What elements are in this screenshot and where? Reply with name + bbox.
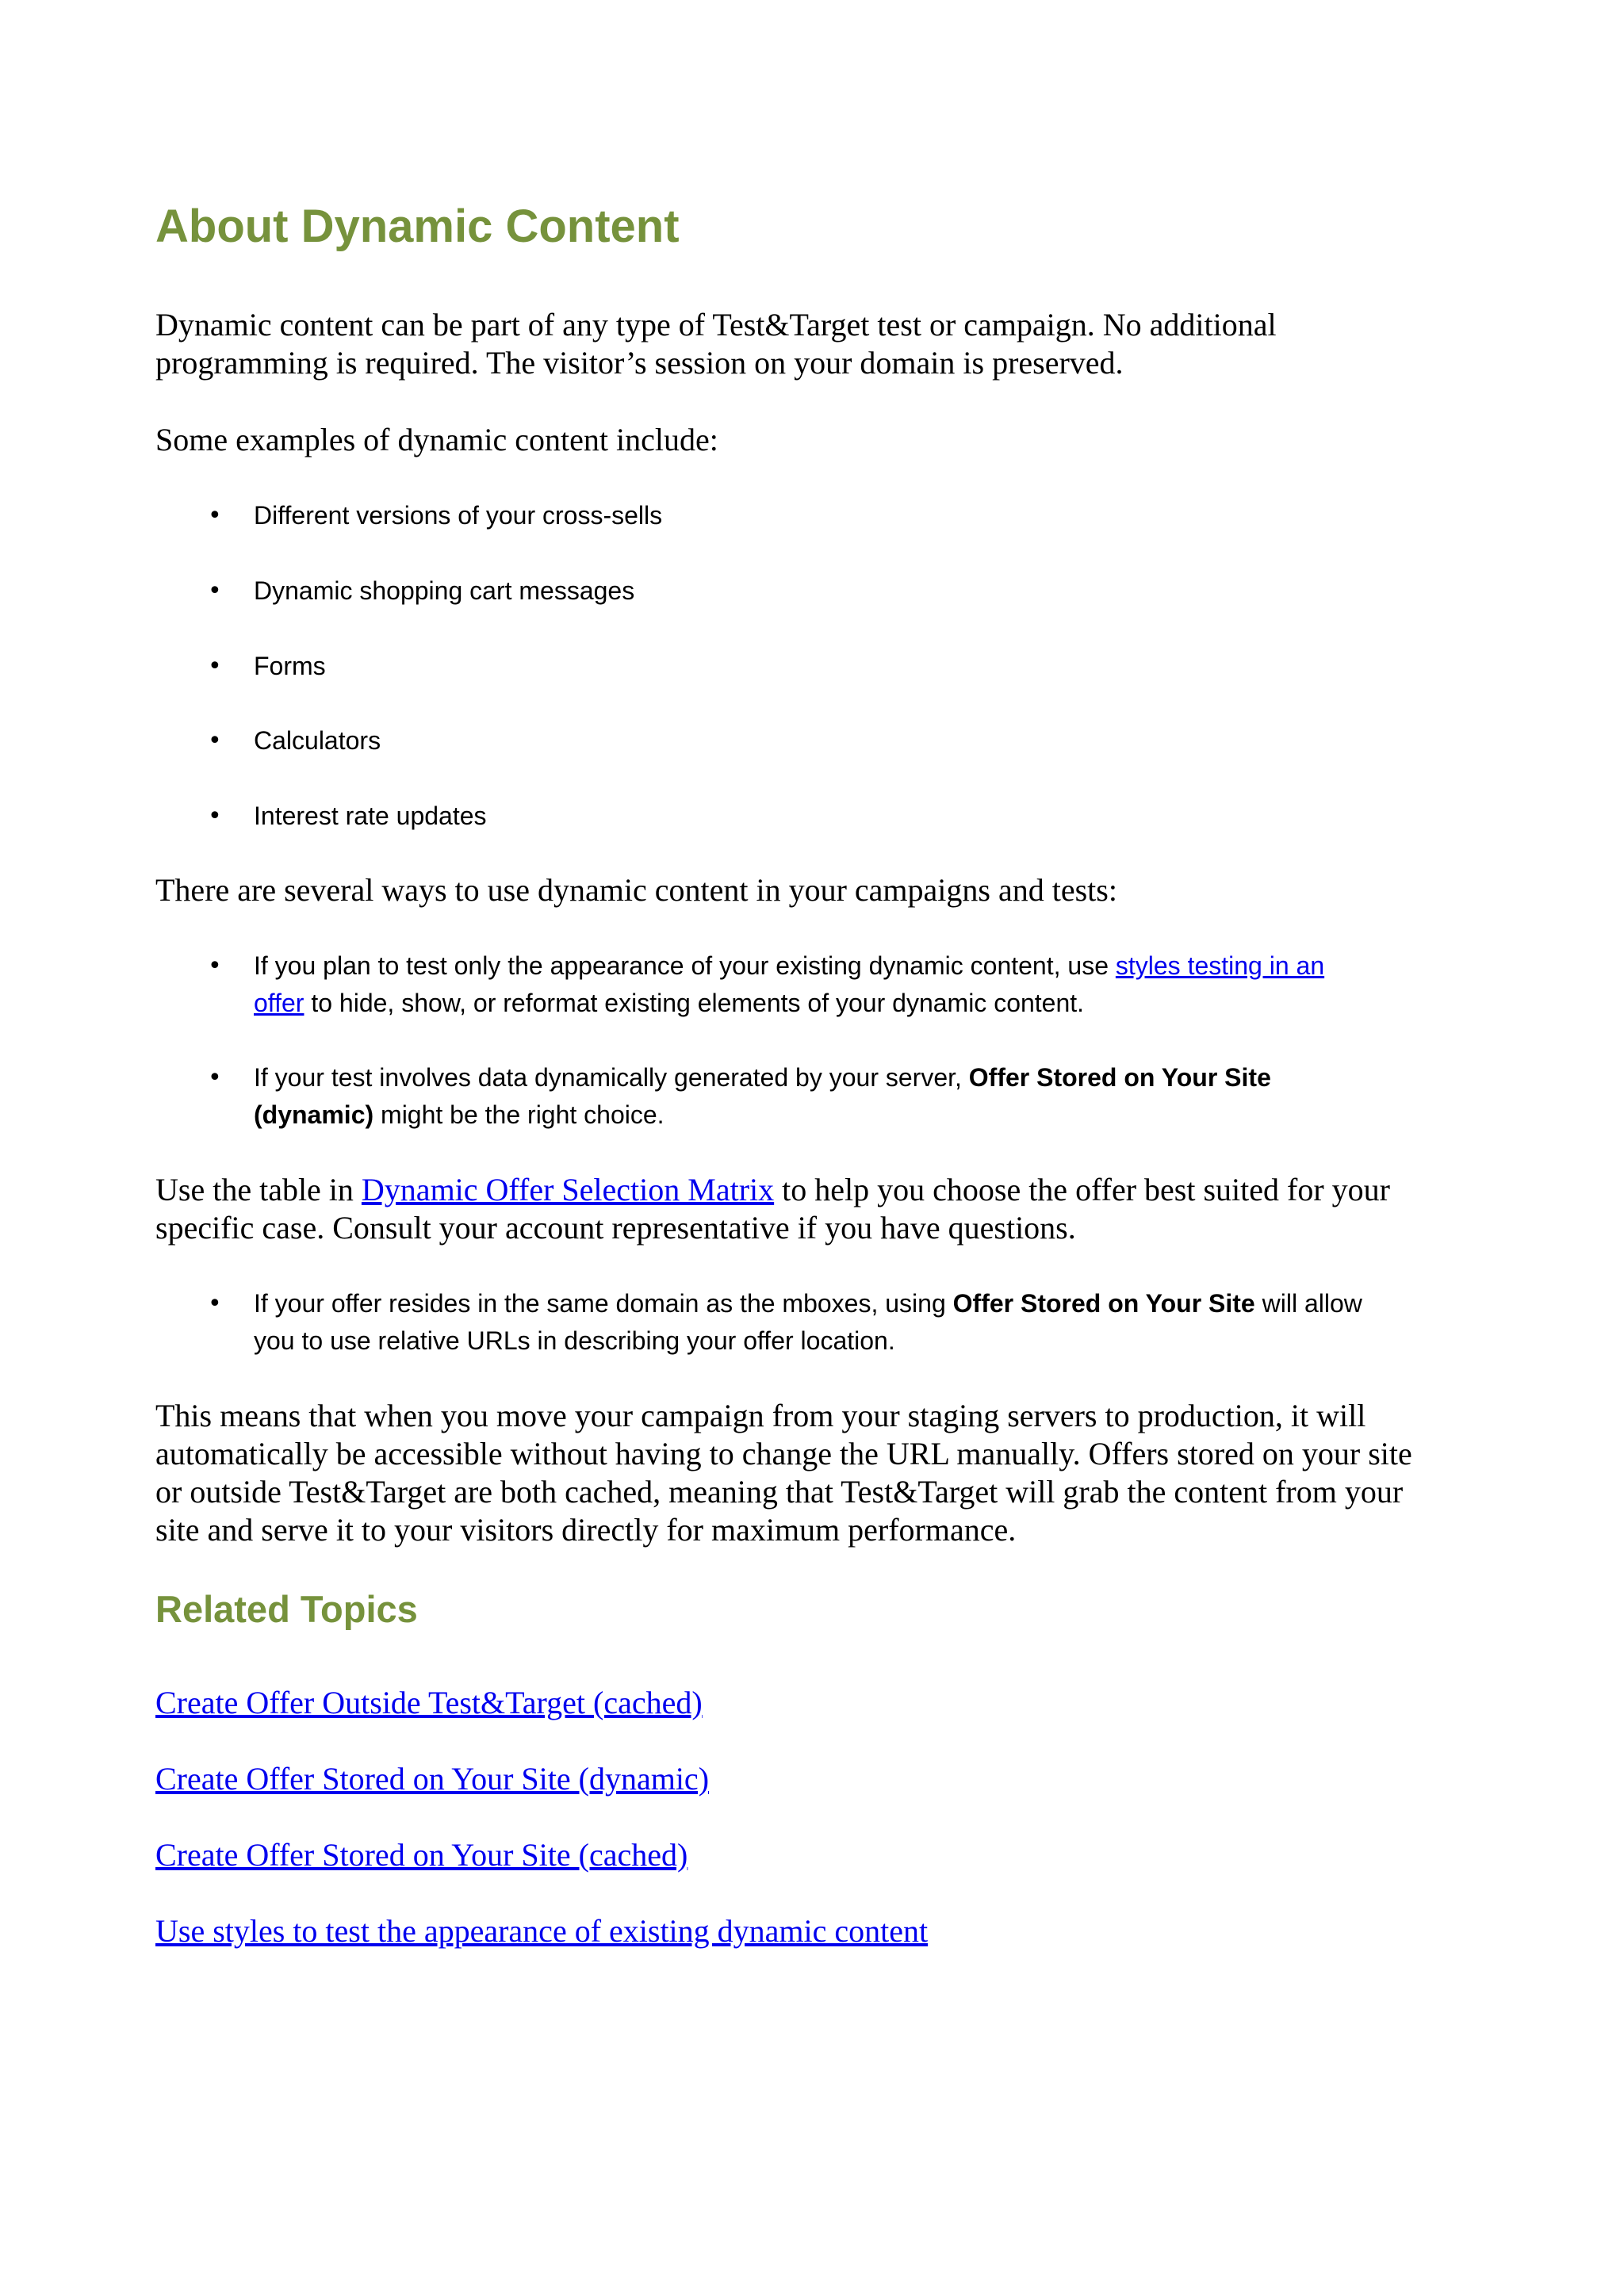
closing-paragraph — [155, 1397, 1472, 1549]
matrix-paragraph — [155, 1171, 1472, 1247]
bullet-icon: • — [208, 502, 222, 530]
text-line: site and serve it to your visitors directly for maximum performance. — [155, 1512, 1017, 1548]
bold-term: Offer Stored on Your Site — [968, 1063, 1271, 1092]
related-link-site-dynamic[interactable]: Create Offer Stored on Your Site (dynamic) — [155, 1761, 710, 1797]
list-item-text: Calculators — [254, 726, 381, 755]
list-item-text — [254, 1059, 1475, 1134]
bold-term: Offer Stored on Your Site — [952, 1289, 1255, 1318]
bullet-icon: • — [208, 727, 222, 755]
styles-testing-link[interactable]: styles testing in an — [1115, 951, 1325, 980]
text-segment: If you plan to test only the appearance of your existing dynamic content, use — [254, 951, 1116, 980]
intro-paragraph — [155, 306, 1472, 382]
text-segment: specific case. Consult your account representative if you have questions. — [155, 1210, 1076, 1246]
text-segment: to hide, show, or reformat existing elements of your dynamic content. — [304, 989, 1085, 1017]
examples-lead: Some examples of dynamic content include: — [155, 422, 718, 457]
text-segment: will allow — [1254, 1289, 1362, 1318]
bullet-icon: • — [208, 1290, 222, 1318]
related-link-outside-cached[interactable]: Create Offer Outside Test&Target (cached) — [155, 1685, 703, 1720]
ways-lead: There are several ways to use dynamic content in your campaigns and tests: — [155, 872, 1117, 908]
bold-term-continued: (dynamic) — [254, 1100, 374, 1129]
page-title: About Dynamic Content — [155, 201, 680, 252]
list-item-text: Different versions of your cross-sells — [254, 501, 663, 530]
text-segment: might be the right choice. — [373, 1100, 665, 1129]
bullet-icon: • — [208, 577, 222, 605]
text-segment: to help you choose the offer best suited for your — [774, 1172, 1390, 1207]
related-link-styles[interactable]: Use styles to test the appearance of existing dynamic content — [155, 1913, 929, 1949]
intro-line-1: Dynamic content can be part of any type of Test&Target test or campaign. No additional — [155, 307, 1277, 342]
list-item-text: Forms — [254, 652, 326, 680]
text-segment: If your offer resides in the same domain as the mboxes, using — [254, 1289, 953, 1318]
text-segment: If your test involves data dynamically generated by your server, — [254, 1063, 969, 1092]
list-item-text: Interest rate updates — [254, 802, 487, 830]
bullet-icon: • — [208, 1064, 222, 1092]
bullet-icon: • — [208, 952, 222, 980]
styles-testing-link-continued[interactable]: offer — [254, 989, 304, 1017]
text-line: or outside Test&Target are both cached, meaning that Test&Target will grab the content from your — [155, 1474, 1404, 1510]
text-line: automatically be accessible without having to change the URL manually. Offers stored on your site — [155, 1436, 1412, 1471]
list-item-text — [254, 947, 1475, 1022]
text-line: This means that when you move your campaign from your staging servers to production, it will — [155, 1398, 1366, 1433]
text-segment: you to use relative URLs in describing your offer location. — [254, 1326, 895, 1355]
text-segment: Use the table in — [155, 1172, 362, 1207]
intro-line-2: programming is required. The visitor’s session on your domain is preserved. — [155, 345, 1124, 381]
bullet-icon: • — [208, 802, 222, 830]
related-link-site-cached[interactable]: Create Offer Stored on Your Site (cached) — [155, 1837, 688, 1873]
list-item-text: Dynamic shopping cart messages — [254, 576, 635, 605]
related-topics-heading: Related Topics — [155, 1588, 418, 1630]
list-item-text — [254, 1285, 1475, 1360]
selection-matrix-link[interactable]: Dynamic Offer Selection Matrix — [361, 1172, 775, 1207]
bullet-icon: • — [208, 652, 222, 680]
